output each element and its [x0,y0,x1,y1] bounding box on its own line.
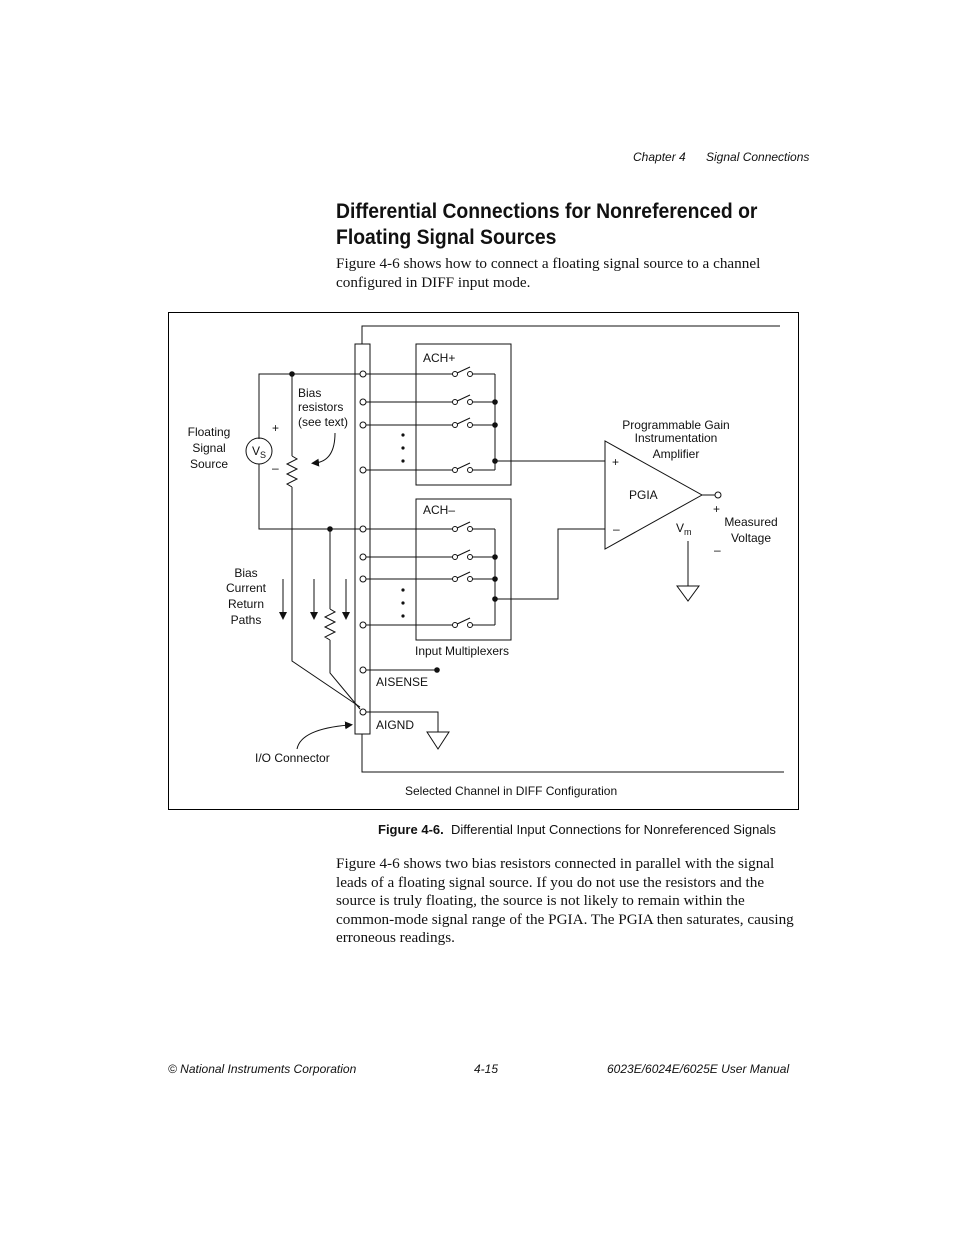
intro-paragraph [336,255,806,292]
bias-current-label-3: Return [227,597,265,611]
intro-line: configured in DIFF input mode. [336,273,531,291]
measured-plus-sign: + [713,502,721,516]
vm-subscript: m [684,527,692,537]
aignd-label: AIGND [376,718,415,732]
measured-voltage-label-2: Voltage [730,531,772,545]
bias-current-label-1: Bias [234,566,258,580]
measured-voltage-label-1: Measured [724,515,778,529]
pgia-plus-sign: + [612,455,620,469]
floating-source-label-2: Signal [192,441,226,455]
selected-channel-bracket-bottom [362,734,784,772]
vs-label: V [252,444,261,458]
header-chapter: Chapter 4 [633,150,686,164]
selected-channel-bracket [362,326,780,344]
bias-resistors-label-3: (see text) [298,415,349,429]
input-multiplexers-label: Input Multiplexers [415,644,510,658]
io-connector-label: I/O Connector [255,751,330,765]
bias-current-label-4: Paths [230,613,262,627]
aisense-label: AISENSE [376,675,429,689]
footer-page-number: 4-15 [474,1062,499,1076]
pgia-title-1: Programmable Gain [622,418,730,432]
aignd-ground-symbol [427,732,449,749]
ach-minus-label: ACH– [423,503,456,517]
footer-copyright: © National Instruments Corporation [168,1062,357,1076]
section-title-line2: Floating Signal Sources [336,225,557,249]
bias-current-label-2: Current [225,581,267,595]
ach-plus-label: ACH+ [423,351,456,365]
figure-frame [168,312,799,810]
section-title [336,198,759,250]
section-title-line1: Differential Connections for Nonreferenced or [336,199,758,223]
body-line: erroneous readings. [336,929,455,946]
footer-manual-title: 6023E/6024E/6025E User Manual [607,1062,790,1076]
pgia-title-3: Amplifier [652,447,700,461]
floating-source-label-3: Source [189,457,229,471]
intro-line: Figure 4-6 shows how to connect a floating signal source to a channel [336,255,761,272]
pgia-label: PGIA [629,488,658,502]
circuit-diagram [169,313,800,811]
selected-channel-label: Selected Channel in DIFF Configuration [405,784,618,798]
body-line: source is truly floating, the source is not likely to remain within the [336,892,745,909]
floating-source-label-1: Floating [187,425,231,439]
pgia-title-2: Instrumentation [634,431,718,445]
figure-caption-label: Figure 4-6. [378,822,444,837]
bias-resistors-label-2: resistors [298,400,344,414]
figure-caption [378,822,776,837]
header-section: Signal Connections [706,150,810,164]
body-line: Figure 4-6 shows two bias resistors connected in parallel with the signal [336,855,775,872]
figure-caption-text: Differential Input Connections for Nonreferenced Signals [450,822,776,837]
ach-plus-mux-box [416,344,511,485]
bias-resistors-label-1: Bias [298,386,322,400]
measured-minus-sign: – [714,543,721,557]
vs-plus-sign: + [272,421,280,435]
body-line: leads of a floating signal source. If you do not use the resistors and the [336,873,765,891]
vs-subscript: S [260,450,267,460]
pgia-ground-symbol [677,586,699,601]
vs-minus-sign: – [272,461,279,475]
vm-label: V [676,521,685,535]
body-line: common-mode signal range of the PGIA. The PGIA then saturates, causing [336,910,794,928]
pgia-minus-sign: – [613,522,620,536]
ach-minus-mux-box [416,499,511,640]
body-paragraph [336,855,806,948]
